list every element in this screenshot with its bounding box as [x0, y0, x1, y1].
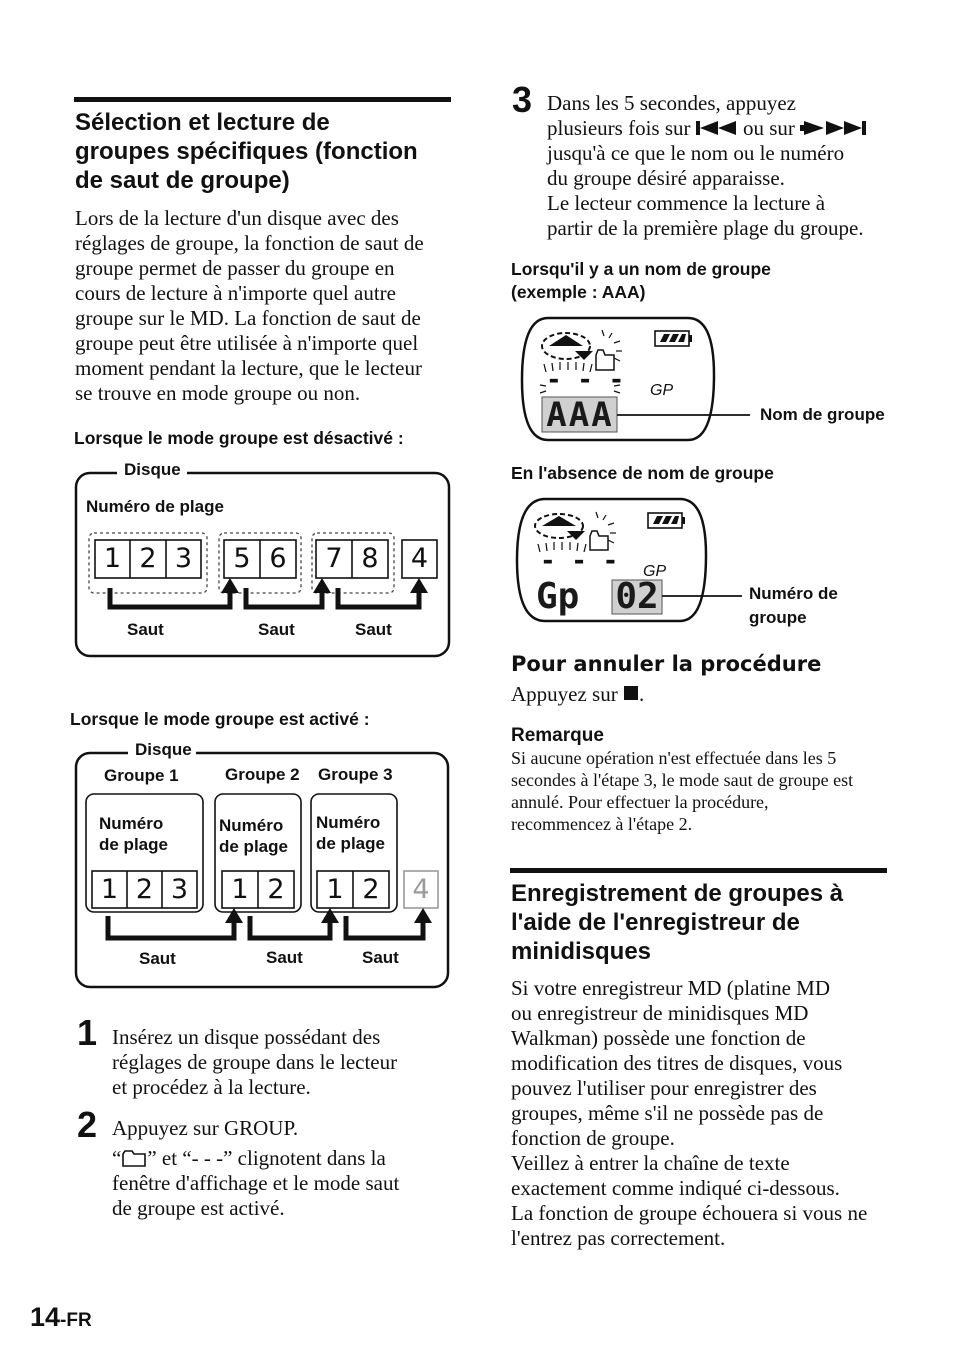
page-number-suffix: -FR: [60, 1310, 92, 1331]
page-number-value: 14: [30, 1302, 61, 1332]
jump-label: Saut: [266, 948, 303, 967]
remark-heading: Remarque: [511, 725, 604, 746]
step-text: fenêtre d'affichage et le mode saut de groupe est activé.: [112, 1171, 400, 1220]
stop-icon: [623, 685, 639, 701]
track-digit: 3: [170, 874, 189, 905]
jump-label: Saut: [362, 948, 399, 967]
jump-label: Saut: [258, 620, 295, 639]
disc-label: Disque: [135, 740, 192, 759]
track-digit: 1: [326, 874, 344, 905]
step-number: 3: [512, 79, 533, 120]
cancel-text: [511, 682, 644, 707]
dash-indicator: - - -: [540, 546, 619, 576]
group-label: Groupe 1: [104, 766, 179, 785]
track-digit: 1: [100, 874, 119, 905]
section-body: Si votre enregistreur MD (platine MD ou enregistreur de minidisques MD Walkman) possède une fonction de modification des titres de disques, vous pouvez l'utiliser pour enregistrer des groupes, même s'il ne possède pas de fonction de groupe. Veillez à entrer la chaîne de texte exactement comme indiqué ci-dessous. La fonction de groupe échouera si vous ne l'entrez pas correctement.: [511, 976, 868, 1250]
step-number: 2: [77, 1104, 98, 1145]
track-digit-inactive: 4: [412, 874, 430, 905]
track-number-label: Numéro de plage: [86, 497, 224, 516]
group-label: Groupe 3: [318, 765, 393, 784]
jump-label: Saut: [355, 620, 392, 639]
jump-label: Saut: [139, 949, 176, 968]
track-digit: 2: [362, 874, 380, 905]
section-rule: [510, 868, 887, 873]
section-heading: Sélection et lecture de groupes spécifiques (fonction de saut de groupe): [75, 109, 418, 194]
track-digit: 7: [325, 543, 343, 574]
diagram-caption: Lorsque le mode groupe est activé :: [70, 709, 370, 729]
step-number: 1: [77, 1012, 98, 1053]
gp-prefix-readout: Gp: [536, 576, 580, 617]
cancel-heading: Pour annuler la procédure: [511, 652, 822, 676]
track-number-label: Numéro de plage: [219, 816, 288, 856]
gp-indicator: GP: [643, 563, 667, 580]
track-digit: 2: [139, 543, 157, 574]
step-text: Insérez un disque possédant des réglages de groupe dans le lecteur et procédez à la lecture.: [112, 1025, 398, 1099]
track-digit: 1: [103, 543, 122, 574]
page-number: [30, 1302, 92, 1336]
track-digit: 2: [135, 874, 154, 905]
dash-indicator: - - -: [546, 365, 625, 395]
track-number-label: Numéro de plage: [316, 813, 385, 853]
display-caption: Lorsqu'il y a un nom de groupe (exemple : AAA): [511, 259, 771, 302]
group-name-readout: AAA: [546, 395, 614, 435]
step-text: Dans les 5 secondes, appuyez: [547, 91, 797, 115]
cancel-text-end: .: [638, 682, 645, 706]
track-digit: 6: [269, 543, 287, 574]
track-number-label: Numéro de plage: [99, 814, 168, 854]
cancel-text-part: Appuyez sur: [511, 682, 623, 706]
track-digit: 3: [174, 543, 193, 574]
section-heading: Enregistrement de groupes à l'aide de l'enregistreur de minidisques: [511, 880, 844, 965]
remark-text: Si aucune opération n'est effectuée dans les 5 secondes à l'étape 3, le mode saut de groupe est annulé. Pour effectuer la procédure, recommencez à l'étape 2.: [511, 748, 854, 834]
group-number-readout: 02: [615, 576, 659, 617]
track-digit: 5: [233, 543, 251, 574]
jump-label: Saut: [127, 620, 164, 639]
disc-icon: [535, 514, 585, 540]
disc-label: Disque: [124, 460, 181, 479]
diagram-caption: Lorsque le mode groupe est désactivé :: [74, 428, 404, 448]
step-text-part: ou sur: [737, 116, 801, 140]
track-digit: 8: [361, 543, 379, 574]
quote-open: “: [112, 1146, 122, 1170]
section-body: Lors de la lecture d'un disque avec des réglages de groupe, la fonction de saut de groupe permet de passer du groupe en cours de lecture à n'importe quel autre groupe sur le MD. La fonction de saut de groupe peut être utilisée à n'importe quel moment pendant la lecture, que le lecteur se trouve en mode groupe ou non.: [75, 206, 424, 405]
callout-label: Nom de groupe: [760, 405, 885, 424]
track-digit: 1: [231, 874, 249, 905]
gp-indicator: GP: [650, 382, 674, 399]
track-digit: 4: [410, 543, 429, 574]
callout-label: Numéro de groupe: [749, 584, 838, 627]
step-text-rest: ” et “- - -” clignotent dans la: [147, 1146, 386, 1170]
step-text: jusqu'à ce que le nom ou le numéro du groupe désiré apparaisse. Le lecteur commence la lecture à partir de la première plage du groupe.: [547, 141, 864, 240]
group-label: Groupe 2: [225, 765, 300, 784]
step-text-part: plusieurs fois sur: [547, 116, 696, 140]
step-text: Appuyez sur GROUP.: [112, 1116, 299, 1140]
display-caption: En l'absence de nom de groupe: [511, 463, 774, 483]
track-digit: 2: [267, 874, 285, 905]
battery-icon: [648, 513, 685, 528]
